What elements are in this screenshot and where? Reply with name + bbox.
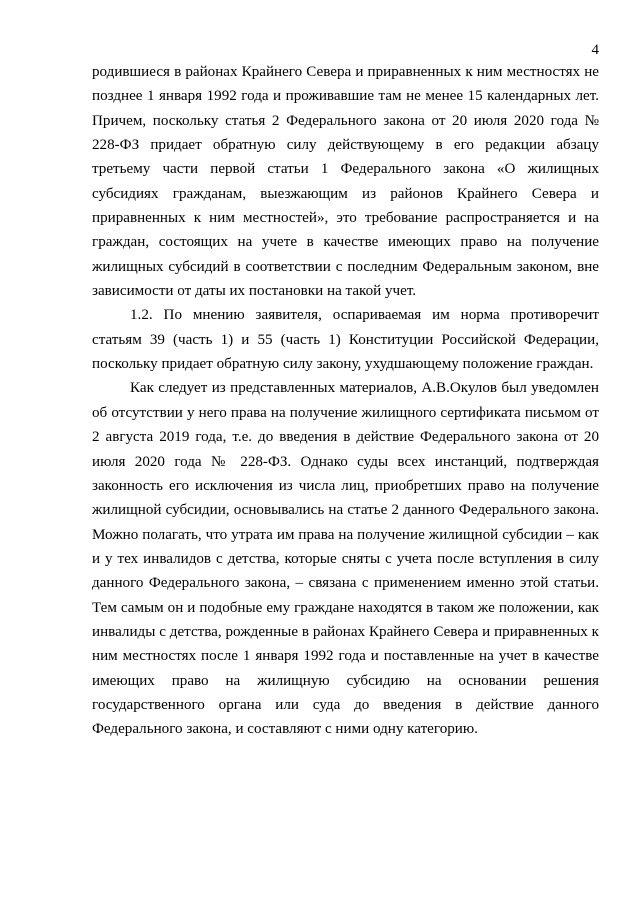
document-body	[92, 60, 599, 742]
paragraph-continuation: родившиеся в районах Крайнего Севера и приравненных к ним местностях не позднее 1 января 1992 года и проживавшие там не менее 15 календарных лет. Причем, поскольку статья 2 Федерального закона от 20 июля 2020 года № 228-ФЗ придает обратную силу действующему в его редакции абзацу третьему части первой статьи 1 Федерального закона «О жилищных субсидиях гражданам, выезжающим из районов Крайнего Севера и приравненных к ним местностей», это требование распространяется и на граждан, состоящих на учете в качестве имеющих право на получение жилищных субсидий в соответствии с последним Федеральным законом, вне зависимости от даты их постановки на такой учет.	[92, 64, 599, 300]
paragraph-case-materials: Как следует из представленных материалов, А.В.Окулов был уведомлен об отсутствии у него права на получение жилищного сертификата письмом от 2 августа 2019 года, т.е. до введения в действие Федерального закона от 20 июля 2020 года № 228-ФЗ. Однако суды всех инстанций, подтверждая законность его исключения из числа лиц, приобретших право на получение жилищной субсидии, основывались на статье 2 данного Федерального закона. Можно полагать, что утрата им права на получение жилищной субсидии – как и у тех инвалидов с детства, которые сняты с учета после вступления в силу данного Федерального закона, – связана с применением именно этой статьи. Тем самым он и подобные ему граждане находятся в таком же положении, как инвалиды с детства, рожденные в районах Крайнего Севера и приравненных к ним местностях после 1 января 1992 года и поставленные на учет в качестве имеющих право на жилищную субсидию на основании решения государственного органа или суда до введения в действие данного Федерального закона, и составляют с ними одну категорию.	[92, 380, 599, 738]
paragraph-applicant-position: 1.2. По мнению заявителя, оспариваемая им норма противоречит статьям 39 (часть 1) и 55 (часть 1) Конституции Российской Федерации, поскольку придает обратную силу закону, ухудшающему положение граждан.	[92, 307, 599, 373]
page-number: 4	[591, 42, 599, 58]
